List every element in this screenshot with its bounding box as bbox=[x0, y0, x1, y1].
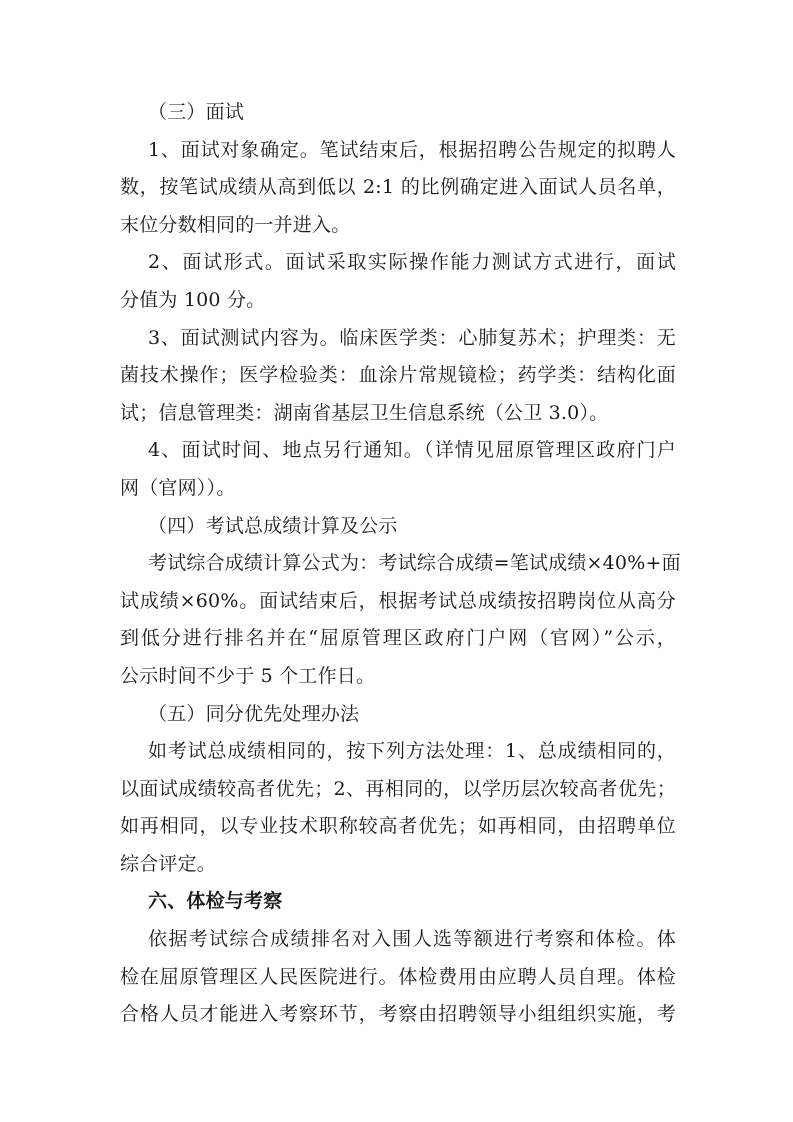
text-line: 依据考试综合成绩排名对入围人选等额进行考察和体检。体 bbox=[148, 928, 676, 951]
para-section-six bbox=[120, 921, 676, 1034]
document-body bbox=[120, 94, 681, 1034]
heading-tie-rule bbox=[120, 696, 676, 734]
text-line: 考试综合成绩计算公式为：考试综合成绩=笔试成绩×40%+面 bbox=[148, 552, 681, 575]
heading-total-score bbox=[120, 508, 676, 546]
text-line: 4、面试时间、地点另行通知。（详情见屈原管理区政府门户 bbox=[148, 439, 676, 462]
text-line: 如考试总成绩相同的，按下列方法处理：1、总成绩相同的， bbox=[148, 740, 676, 763]
heading-section-six bbox=[120, 883, 676, 921]
text-line: 2、面试形式。面试采取实际操作能力测试方式进行，面试 bbox=[148, 251, 676, 274]
text-line: 公示时间不少于 5 个工作日。 bbox=[120, 664, 376, 687]
text-line: 分值为 100 分。 bbox=[120, 288, 266, 311]
text-line: （三）面试 bbox=[148, 101, 245, 123]
para-tie-rule bbox=[120, 733, 676, 883]
heading-interview bbox=[120, 94, 676, 132]
text-line: 菌技术操作；医学检验类：血涂片常规镜检；药学类：结构化面 bbox=[120, 364, 676, 387]
text-line: 试成绩×60%。面试结束后，根据考试总成绩按招聘岗位从高分 bbox=[120, 589, 676, 612]
text-line: 末位分数相同的一并进入。 bbox=[120, 213, 351, 236]
text-line: 试；信息管理类：湖南省基层卫生信息系统（公卫 3.0）。 bbox=[120, 401, 609, 424]
text-line: 1、面试对象确定。笔试结束后，根据招聘公告规定的拟聘人 bbox=[148, 138, 676, 161]
text-line: 到低分进行排名并在“屈原管理区政府门户网（官网）”公示， bbox=[120, 627, 676, 650]
para-interview-3 bbox=[120, 320, 676, 433]
text-line: 六、体检与考察 bbox=[148, 890, 283, 913]
text-line: 如再相同，以专业技术职称较高者优先；如再相同，由招聘单位 bbox=[120, 815, 676, 838]
text-line: 3、面试测试内容为。临床医学类：心肺复苏术；护理类：无 bbox=[148, 326, 676, 349]
text-line: 检在屈原管理区人民医院进行。体检费用由应聘人员自理。体检 bbox=[120, 965, 676, 988]
text-line: 网（官网））。 bbox=[120, 476, 236, 499]
text-line: （五）同分优先处理办法 bbox=[148, 702, 360, 725]
para-interview-1 bbox=[120, 132, 676, 245]
para-total-score bbox=[120, 545, 681, 695]
para-interview-4 bbox=[120, 432, 676, 507]
para-interview-2 bbox=[120, 244, 676, 319]
text-line: 以面试成绩较高者优先；2、再相同的，以学历层次较高者优先； bbox=[120, 777, 676, 800]
text-line: 数，按笔试成绩从高到低以 2:1 的比例确定进入面试人员名单， bbox=[120, 176, 676, 199]
text-line: 综合评定。 bbox=[120, 852, 217, 875]
text-line: （四）考试总成绩计算及公示 bbox=[148, 514, 398, 537]
text-line: 合格人员才能进入考察环节，考察由招聘领导小组组织实施，考 bbox=[120, 1003, 676, 1026]
